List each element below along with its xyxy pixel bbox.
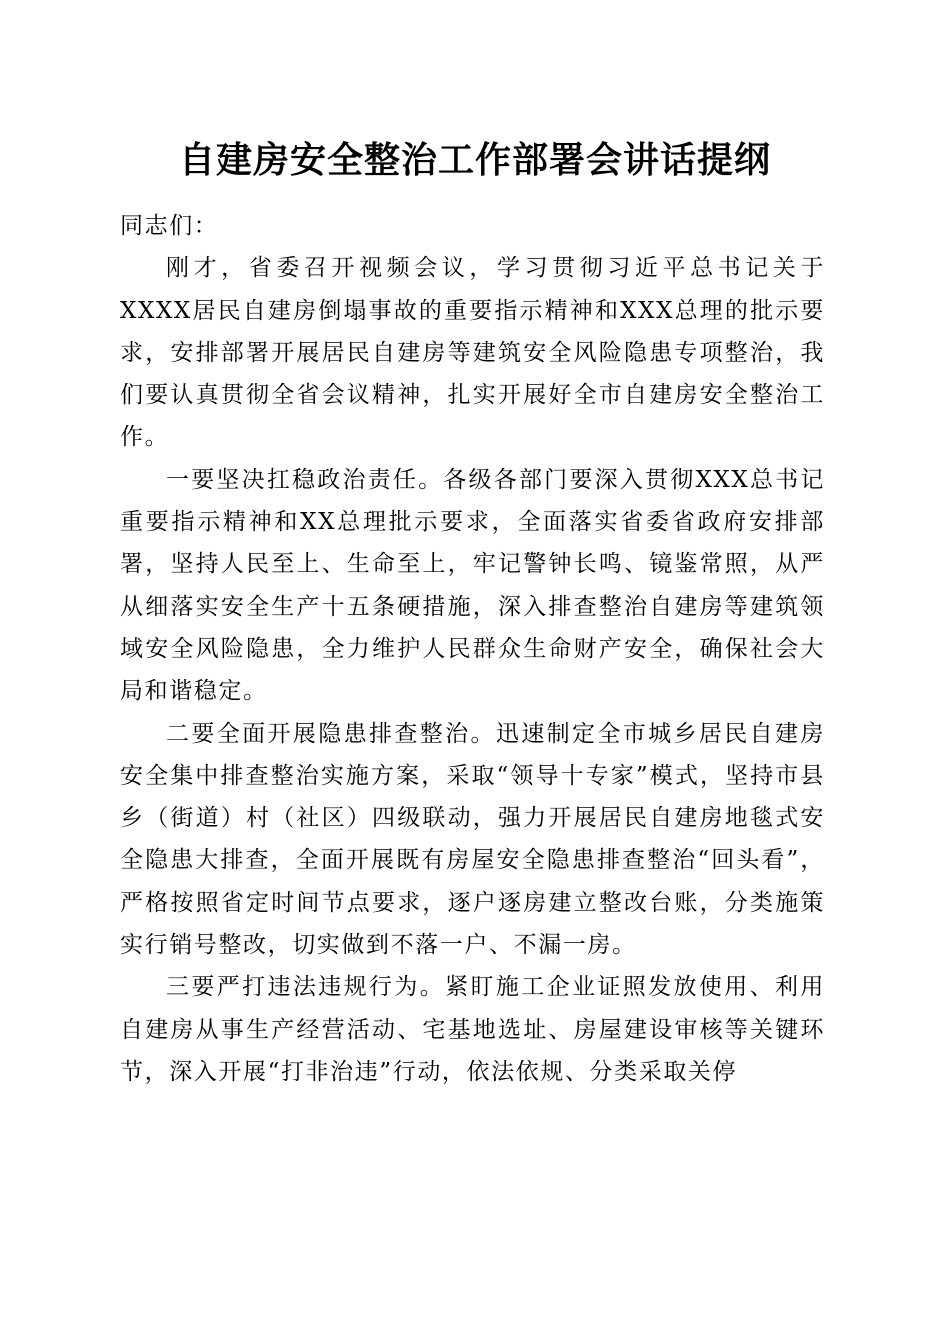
paragraph-intro: 刚才，省委召开视频会议，学习贯彻习近平总书记关于XXXX居民自建房倒塌事故的重要指示精神和XXX总理的批示要求，安排部署开展居民自建房等建筑安全风险隐患专项整治，我们要认真贯彻全省会议精神，扎实开展好全市自建房安全整治工作。 (120, 255, 825, 451)
paragraph-point-three: 三要严打违法违规行为。紧盯施工企业证照发放使用、利用自建房从事生产经营活动、宅基地选址、房屋建设审核等关键环节，深入开展“打非治违”行动，依法依规、分类采取关停 (120, 974, 825, 1085)
document-body (120, 205, 825, 1093)
paragraph-point-two: 二要全面开展隐患排查整治。迅速制定全市城乡居民自建房安全集中排查整治实施方案，采取“领导十专家”模式，坚持市县乡（街道）村（社区）四级联动，强力开展居民自建房地毯式安全隐患大排查，全面开展既有房屋安全隐患排查整治“回头看”，严格按照省定时间节点要求，逐户逐房建立整改台账，分类施策实行销号整改，切实做到不落一户、不漏一房。 (120, 720, 825, 959)
paragraph-point-one: 一要坚决扛稳政治责任。各级各部门要深入贯彻XXX总书记重要指示精神和XX总理批示要求，全面落实省委省政府安排部署，坚持人民至上、生命至上，牢记警钟长鸣、镜鉴常照，从严从细落实安全生产十五条硬措施，深入排查整治自建房等建筑领域安全风险隐患，全力维护人民群众生命财产安全，确保社会大局和谐稳定。 (120, 466, 825, 705)
salutation: 同志们： (120, 213, 219, 239)
document-title: 自建房安全整治工作部署会讲话提纲 (178, 139, 771, 181)
